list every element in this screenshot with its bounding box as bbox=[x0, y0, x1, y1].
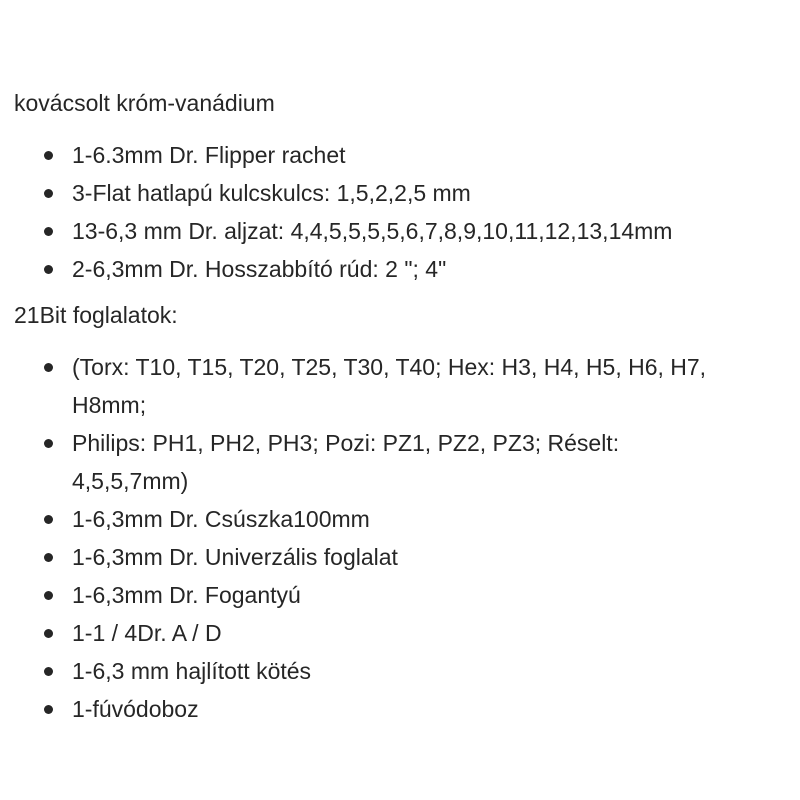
list-item-text: 1-6.3mm Dr. Flipper rachet bbox=[72, 142, 346, 168]
list-item bbox=[14, 500, 786, 538]
bullet-icon bbox=[44, 515, 53, 524]
list-item-text: 13-6,3 mm Dr. aljzat: 4,4,5,5,5,5,6,7,8,9,10,11,12,13,14mm bbox=[72, 218, 673, 244]
list-item-text: (Torx: T10, T15, T20, T25, T30, T40; Hex: H3, H4, H5, H6, H7, H8mm; bbox=[72, 354, 707, 418]
bullet-icon bbox=[44, 189, 53, 198]
bullet-icon bbox=[44, 705, 53, 714]
bit-list bbox=[14, 348, 786, 728]
tool-list bbox=[14, 136, 786, 288]
list-item bbox=[14, 576, 786, 614]
list-item bbox=[14, 614, 786, 652]
list-item bbox=[14, 136, 786, 174]
bullet-icon bbox=[44, 151, 53, 160]
list-item bbox=[14, 424, 786, 500]
list-item bbox=[14, 348, 786, 424]
bullet-icon bbox=[44, 265, 53, 274]
bullet-icon bbox=[44, 591, 53, 600]
list-item bbox=[14, 250, 786, 288]
bit-heading: 21Bit foglalatok: bbox=[14, 302, 178, 328]
list-item-text: 1-6,3mm Dr. Fogantyú bbox=[72, 582, 301, 608]
list-item bbox=[14, 538, 786, 576]
document-body bbox=[14, 84, 786, 728]
bullet-icon bbox=[44, 667, 53, 676]
bullet-icon bbox=[44, 363, 53, 372]
bullet-icon bbox=[44, 439, 53, 448]
bullet-icon bbox=[44, 553, 53, 562]
list-item bbox=[14, 174, 786, 212]
list-item-text: Philips: PH1, PH2, PH3; Pozi: PZ1, PZ2, PZ3; Réselt: 4,5,5,7mm) bbox=[72, 430, 620, 494]
intro-line: kovácsolt króm-vanádium bbox=[14, 90, 275, 116]
list-item-text: 1-6,3 mm hajlított kötés bbox=[72, 658, 312, 684]
list-item-text: 1-1 / 4Dr. A / D bbox=[72, 620, 222, 646]
bullet-icon bbox=[44, 227, 53, 236]
list-item-text: 1-6,3mm Dr. Csúszka100mm bbox=[72, 506, 370, 532]
list-item-text: 1-fúvódoboz bbox=[72, 696, 199, 722]
bullet-icon bbox=[44, 629, 53, 638]
list-item-text: 2-6,3mm Dr. Hosszabbító rúd: 2 "; 4" bbox=[72, 256, 447, 282]
list-item-text: 1-6,3mm Dr. Univerzális foglalat bbox=[72, 544, 398, 570]
list-item bbox=[14, 652, 786, 690]
list-item bbox=[14, 212, 786, 250]
list-item-text: 3-Flat hatlapú kulcskulcs: 1,5,2,2,5 mm bbox=[72, 180, 471, 206]
list-item bbox=[14, 690, 786, 728]
